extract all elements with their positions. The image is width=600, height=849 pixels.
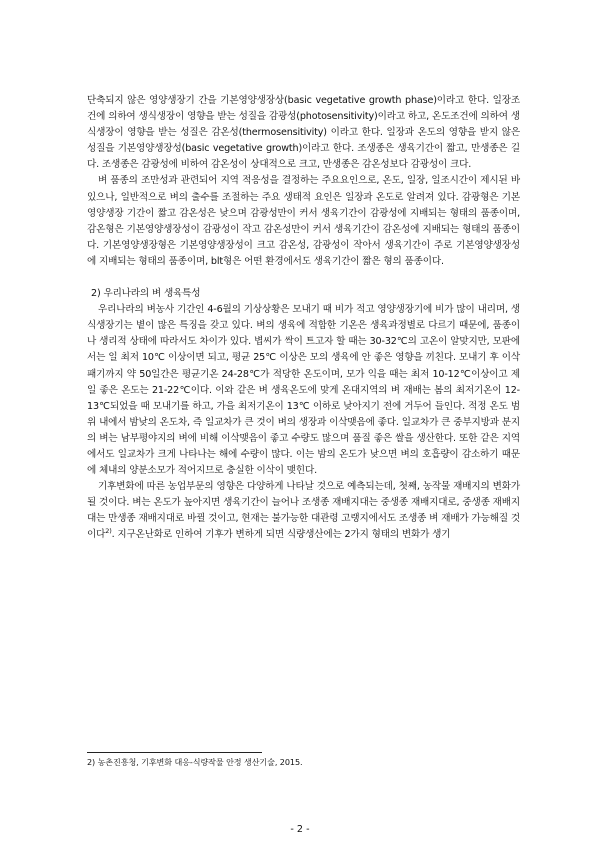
footnote-divider — [87, 752, 262, 753]
body-text — [87, 93, 520, 544]
paragraph-gap — [87, 270, 520, 286]
paragraph-climate-change-tail: . 지구온난화로 인하여 기후가 변하게 되면 식량생산에는 2가지 형태의 변화가 생기 — [111, 529, 451, 541]
paragraph-climate-change — [87, 479, 520, 543]
footnote-reference[interactable]: 2) — [105, 527, 112, 536]
page-number: - 2 - — [290, 824, 310, 835]
paragraph-variety-types: 벼 품종의 조만성과 관련되어 지역 적응성을 결정하는 주요요인으로, 온도, 일장, 일조시간이 제시된 바 있으나, 일반적으로 벼의 출수를 조절하는 주요 생태적 요인은 일장과 온도로 알려져 있다. 감광형은 기본영양생장 기간이 짧고 감온성은 낮으며 감광성만이 커서 생육기간이 감광성에 지배되는 형태의 품종이며, 감온형은 기본영양생장성이 감광성이 작고 감온성만이 커서 생육기간이 감온성에 지배되는 형태의 품종이다. 기본영양생장형은 기본영양생장성이 크고 감온성, 감광성이 작아서 생육기간이 주로 기본영양생장성에 지배되는 형태의 품종이며, blt형은 어떤 환경에서도 생육기간이 짧은 형의 품종이다. — [87, 175, 520, 267]
paragraph-climate-change-text: 기후변화에 따른 농업부문의 영향은 다양하게 나타날 것으로 예측되는데, 첫째, 농작물 재배지의 변화가 될 것이다. 벼는 온도가 높아지면 생육기간이 늘어나 조생종 재배지대는 중생종 재배지대로, 중생종 재배지대는 만생종 재배지대로 바뀔 것이고, 현재는 불가능한 대관령 고랭지에서도 조생종 벼 재배가 가능해질 것이다 — [87, 481, 520, 541]
paragraph-phase-definition: 단축되지 않은 영양생장기 간을 기본영양생장상(basic vegetative growth phase)이라고 한다. 일장조건에 의하여 생식생장이 영향을 받는 성질을 감광성(photosensitivity)이라고 하고, 온도조건에 의하여 생식생장이 영향을 받는 성질은 감온성(thermosensitivity) 이라고 한다. 일장과 온도의 영향을 받지 않은 성질을 기본영양생장성(basic vegetative growth)이라고 한다. 조생종은 생육기간이 짧고, 만생종은 길다. 조생종은 감광성에 비하여 감온성이 상대적으로 크고, 만생종은 감온성보다 감광성이 크다. — [87, 95, 520, 171]
section-heading: 2) 우리나라의 벼 생육특성 — [91, 288, 201, 300]
section-heading-wrapper — [87, 286, 520, 302]
paragraph-growth-characteristics: 우리나라의 벼농사 기간인 4-6월의 기상상황은 모내기 때 비가 적고 영양생장기에 비가 많이 내리며, 생식생장기는 볕이 많은 특징을 갖고 있다. 벼의 생육에 적합한 기온은 생육과정별로 다르기 때문에, 품종이나 생리적 상태에 따라서도 차이가 있다. 볍씨가 싹이 트고자 할 때는 30-32℃의 고온이 알맞지만, 모판에서는 일 최저 10℃ 이상이면 되고, 평균 25℃ 이상은 모의 생육에 안 좋은 영향을 끼친다. 모내기 후 이삭 패기까지 약 50일간은 평균기온 24-28℃가 적당한 온도이며, 모가 익을 때는 최저 10-12℃이상이고 제일 좋은 온도는 21-22℃이다. 이와 같은 벼 생육온도에 맞게 온대지역의 벼 재배는 봄의 최저기온이 12-13℃되었을 때 모내기를 하고, 가을 최저기온이 13℃ 이하로 낮아지기 전에 거두어 들인다. 적정 온도 범위 내에서 밤낮의 온도차, 즉 일교차가 큰 것이 벼의 생장과 이삭맺음에 좋다. 일교차가 큰 중부지방과 분지의 벼는 남부평야지의 벼에 비해 이삭맺음이 좋고 수량도 많으며 품질 좋은 쌀을 생산한다. 또한 같은 지역에서도 일교차가 크게 나타나는 해에 수량이 많다. 이는 밤의 온도가 낮으면 벼의 호흡량이 감소하기 때문에 체내의 양분소모가 적어지므로 충실한 이삭이 맺힌다. — [87, 304, 520, 477]
footnote-text: 2) 농촌진흥청, 기후변화 대응-식량작물 안정 생산기술, 2015. — [87, 757, 303, 767]
